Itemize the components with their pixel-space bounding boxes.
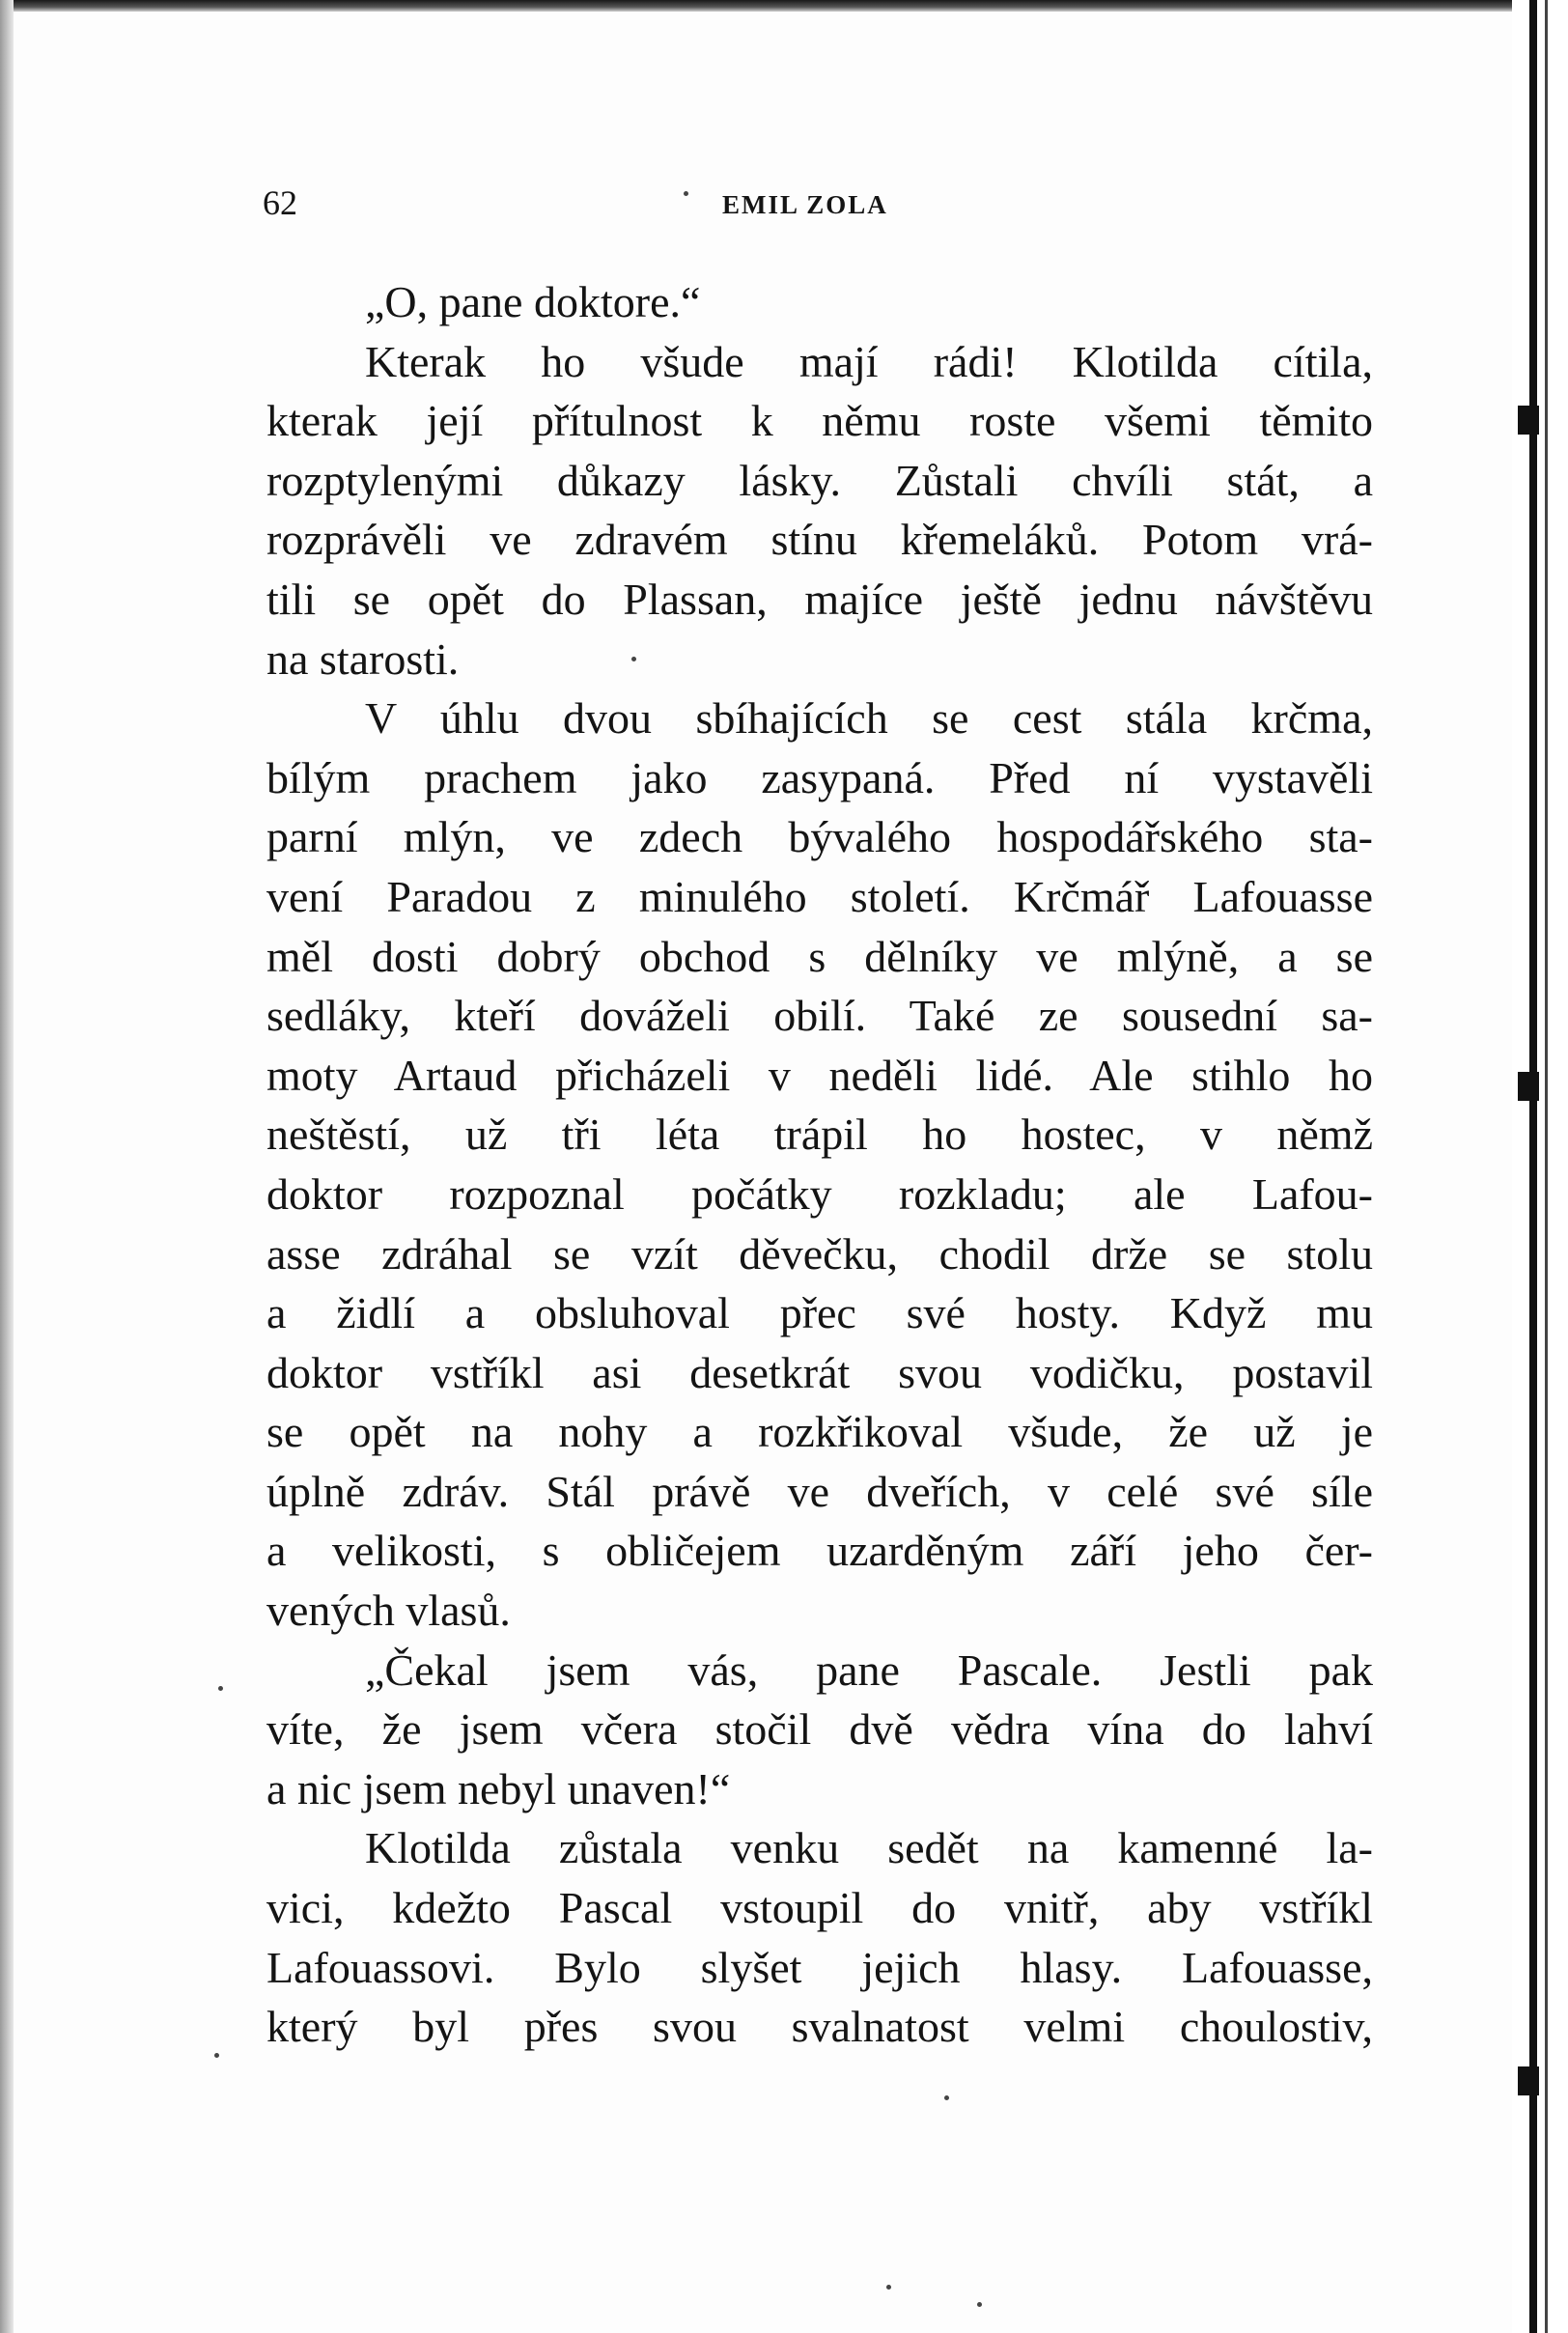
text-line: rozptylenými důkazy lásky. Zůstali chvíli stát, a [266,455,1373,505]
text-line: se opět na nohy a rozkřikoval všude, že už je [266,1407,1373,1457]
text-line: „O, pane doktore.“ [365,277,701,326]
body-text [266,272,1373,2057]
text-line: parní mlýn, ve zdech bývalého hospodářského sta- [266,812,1373,862]
print-speck [977,2302,982,2307]
text-line: moty Artaud přicházeli v neděli lidé. Ale stihlo ho [266,1050,1373,1100]
text-line: vených vlasů. [266,1586,511,1636]
text-line: tili se opět do Plassan, majíce ještě jednu návštěvu [266,574,1373,624]
print-speck [944,2095,949,2100]
text-line: Klotilda zůstala venku sedět na kamenné la- [365,1823,1373,1873]
text-line: vici, kdežto Pascal vstoupil do vnitř, aby vstříkl [266,1883,1373,1933]
text-line: kterak její přítulnost k němu roste všemi těmito [266,396,1373,446]
text-line: doktor rozpoznal počátky rozkladu; ale Lafou- [266,1168,1373,1219]
spine-line-thin [1545,0,1548,2333]
page-header [263,182,915,228]
spine-notch [1518,406,1539,435]
text-line: úplně zdráv. Stál právě ve dveřích, v celé své síle [266,1466,1373,1516]
page-number: 62 [263,183,297,222]
text-line: Lafouassovi. Bylo slyšet jejich hlasy. Lafouasse, [266,1942,1373,1992]
spine-notch [1518,1072,1539,1101]
spine-notch [1518,2066,1539,2095]
text-line: který byl přes svou svalnatost velmi choulostiv, [266,2002,1373,2052]
text-line: rozprávěli ve zdravém stínu křemeláků. Potom vrá- [266,515,1373,565]
running-title: EMIL ZOLA [722,190,888,219]
text-line: měl dosti dobrý obchod s dělníky ve mlýně, a se [266,931,1373,981]
page-top-edge [0,0,1568,12]
print-speck [886,2285,891,2290]
text-line: vení Paradou z minulého století. Krčmář Lafouasse [266,871,1373,921]
print-speck [684,191,688,196]
text-line: sedláky, kteří dováželi obilí. Také ze sousední sa- [266,991,1373,1041]
text-line: Kterak ho všude mají rádi! Klotilda cítila, [365,336,1373,386]
page-left-edge [0,0,14,2333]
text-line: víte, že jsem včera stočil dvě vědra vína do lahví [266,1704,1373,1755]
text-line: a velikosti, s obličejem uzarděným září jeho čer- [266,1526,1373,1576]
text-line: „Čekal jsem vás, pane Pascale. Jestli pak [365,1644,1373,1695]
text-line: V úhlu dvou sbíhajících se cest stála krčma, [365,693,1373,744]
text-line: a nic jsem nebyl unaven!“ [266,1763,731,1813]
text-line: bílým prachem jako zasypaná. Před ní vystavěli [266,752,1373,802]
spine-line [1529,0,1537,2333]
text-line: neštěstí, už tři léta trápil ho hostec, v němž [266,1110,1373,1160]
text-line: doktor vstříkl asi desetkrát svou vodičku, postavil [266,1347,1373,1397]
text-line: na starosti. [266,633,460,684]
print-speck [214,2053,219,2058]
text-line: asse zdráhal se vzít děvečku, chodil drže se stolu [266,1228,1373,1279]
text-line: a židlí a obsluhoval přec své hosty. Když mu [266,1288,1373,1338]
print-speck [631,657,636,661]
book-spine [1512,0,1568,2333]
print-speck [218,1686,223,1691]
